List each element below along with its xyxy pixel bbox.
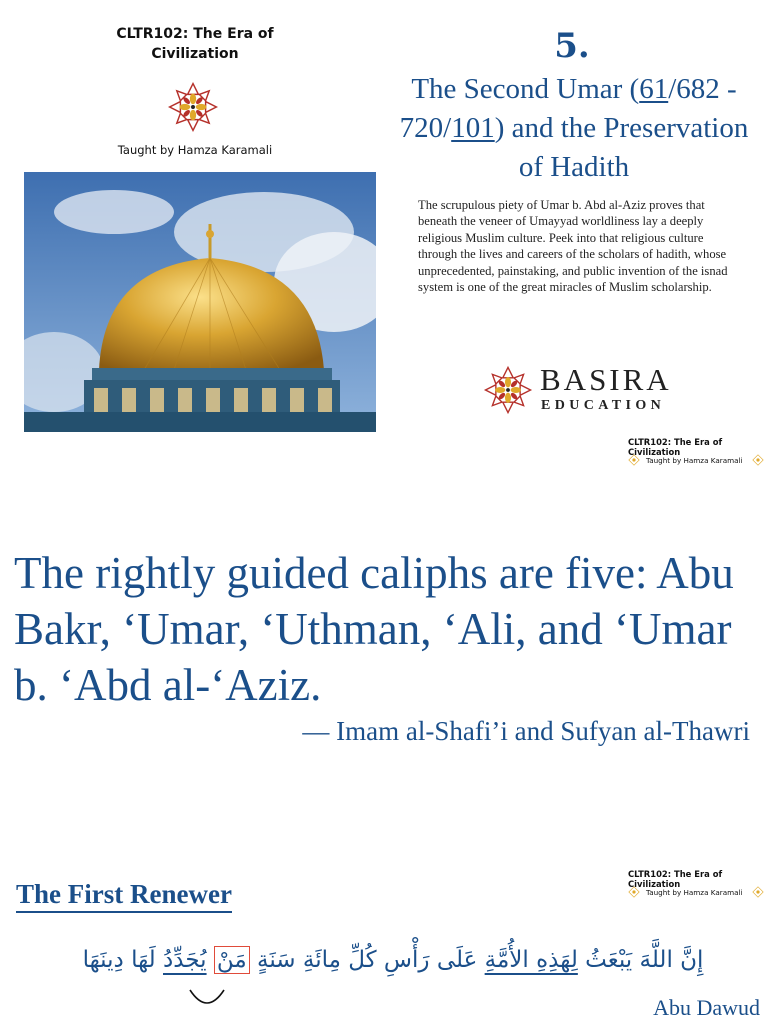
basira-star-logo-icon: [482, 364, 534, 416]
footer-taught: Taught by Hamza Karamali: [646, 456, 743, 465]
lesson-title-hijri-end: 101: [451, 112, 495, 144]
hadith-segment: عَلَى رَأْسِ كُلِّ مِائَةِ سَنَةٍ: [249, 947, 485, 973]
basira-star-logo-icon: [752, 886, 764, 898]
lesson-description: The scrupulous piety of Umar b. Abd al-Aziz proves that beneath the veneer of Umayyad worldliness lay a deeply religious Muslim culture. Peek into that religious culture through the lives and careers of the scholars of hadith, whose unprecedented, painstaking, and public invention of the isnad system is one of the great miracles of Muslim scholarship.: [418, 198, 728, 295]
lesson-number: 5.: [554, 26, 590, 66]
brand-name: BASIRA: [540, 362, 672, 397]
quote-attribution: — Imam al-Shafi’i and Sufyan al-Thawri: [302, 716, 750, 746]
dome-of-the-rock-photo: [24, 172, 376, 432]
course-title: CLTR102: The Era of Civilization: [116, 26, 274, 62]
basira-star-logo-icon: [166, 80, 220, 134]
taught-by: Taught by Hamza Karamali: [117, 143, 273, 157]
hadith-text: [40, 940, 746, 980]
lesson-title-part: ) and the Preservation of Hadith: [494, 112, 749, 183]
lesson-title-hijri-start: 61: [639, 73, 669, 105]
annotation-arc-mark: [186, 986, 228, 1014]
caliphs-quote: The rightly guided caliphs are five: Abu Bakr, ‘Umar, ‘Uthman, ‘Ali, and ‘Umar b. ‘Abd al-‘Aziz.: [14, 548, 734, 710]
section-title: The First Renewer: [16, 878, 232, 913]
footer-course: CLTR102: The Era of Civilization: [628, 869, 723, 889]
hadith-underlined-segment: يُجَدِّدُ: [163, 947, 207, 973]
basira-star-logo-icon: [628, 454, 640, 466]
lesson-title-part: /682 - 720/: [399, 73, 737, 144]
hadith-segment: [207, 947, 214, 973]
footer-taught: Taught by Hamza Karamali: [646, 888, 743, 897]
basira-star-logo-icon: [752, 454, 764, 466]
lesson-title: [386, 70, 762, 187]
hadith-underlined-segment: لِهَذِهِ الأُمَّةِ: [484, 947, 578, 973]
lesson-title-part: The Second Umar (: [411, 73, 640, 105]
hadith-source: Abu Dawud: [653, 995, 760, 1020]
footer-course: CLTR102: The Era of Civilization: [628, 437, 723, 457]
basira-star-logo-icon: [628, 886, 640, 898]
hadith-segment: لَهَا دِينَهَا: [82, 947, 163, 973]
hadith-boxed-word: مَنْ: [214, 946, 250, 974]
brand-subtitle: EDUCATION: [541, 398, 666, 413]
hadith-segment: إِنَّ اللَّهَ يَبْعَثُ: [577, 947, 704, 973]
